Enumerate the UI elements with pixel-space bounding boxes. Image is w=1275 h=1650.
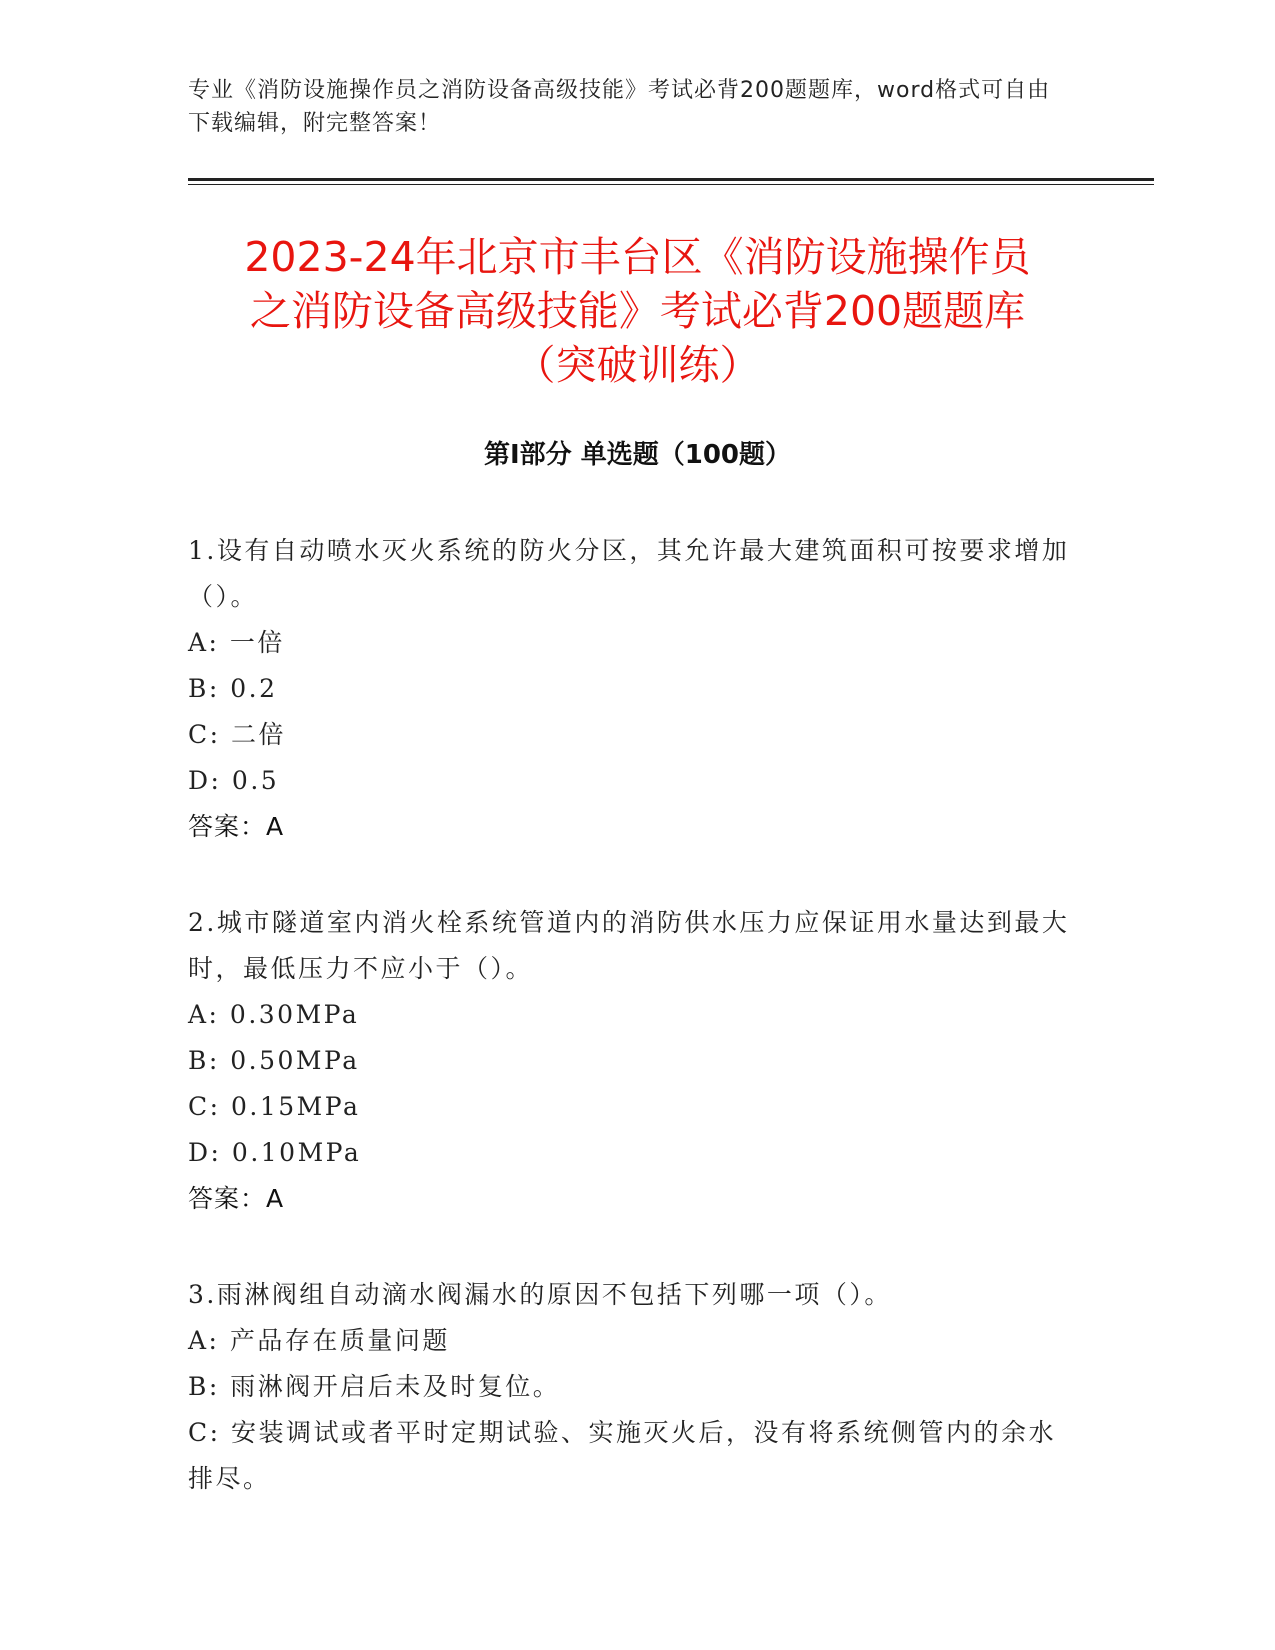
title-line-1: 2023-24年北京市丰台区《消防设施操作员 bbox=[244, 233, 1031, 281]
option-d: D: 0.10MPa bbox=[188, 1138, 362, 1167]
section-heading: 第I部分 单选题（100题） bbox=[484, 440, 791, 470]
header-rule-thick bbox=[188, 178, 1154, 181]
document-title bbox=[130, 230, 1145, 392]
option-c: C: 二倍 bbox=[188, 720, 286, 749]
option-a: A: 产品存在质量问题 bbox=[188, 1326, 450, 1355]
title-line-2: 之消防设备高级技能》考试必背200题题库 bbox=[249, 287, 1026, 335]
question-list bbox=[188, 528, 1078, 1552]
option-a: A: 0.30MPa bbox=[188, 1000, 360, 1029]
answer: 答案：A bbox=[188, 1184, 285, 1213]
question-stem: 1.设有自动喷水灭火系统的防火分区，其允许最大建筑面积可按要求增加（）。 bbox=[188, 536, 1070, 611]
question-stem: 2.城市隧道室内消火栓系统管道内的消防供水压力应保证用水量达到最大时，最低压力不应小于（）。 bbox=[188, 908, 1070, 983]
option-c: C: 安装调试或者平时定期试验、实施灭火后，没有将系统侧管内的余水排尽。 bbox=[188, 1418, 1057, 1493]
option-b: B: 雨淋阀开启后未及时复位。 bbox=[188, 1372, 561, 1401]
header-note: 专业《消防设施操作员之消防设备高级技能》考试必背200题题库，word格式可自由下载编辑，附完整答案！ bbox=[188, 78, 1051, 136]
option-b: B: 0.2 bbox=[188, 674, 278, 703]
answer: 答案：A bbox=[188, 812, 285, 841]
option-a: A: 一倍 bbox=[188, 628, 285, 657]
option-b: B: 0.50MPa bbox=[188, 1046, 360, 1075]
header-rule-thin bbox=[188, 184, 1154, 185]
option-c: C: 0.15MPa bbox=[188, 1092, 361, 1121]
question-3 bbox=[188, 1272, 1078, 1502]
question-stem: 3.雨淋阀组自动滴水阀漏水的原因不包括下列哪一项（）。 bbox=[188, 1280, 892, 1309]
question-2 bbox=[188, 900, 1078, 1222]
title-line-3: （突破训练） bbox=[514, 341, 761, 389]
option-d: D: 0.5 bbox=[188, 766, 280, 795]
question-1 bbox=[188, 528, 1078, 850]
